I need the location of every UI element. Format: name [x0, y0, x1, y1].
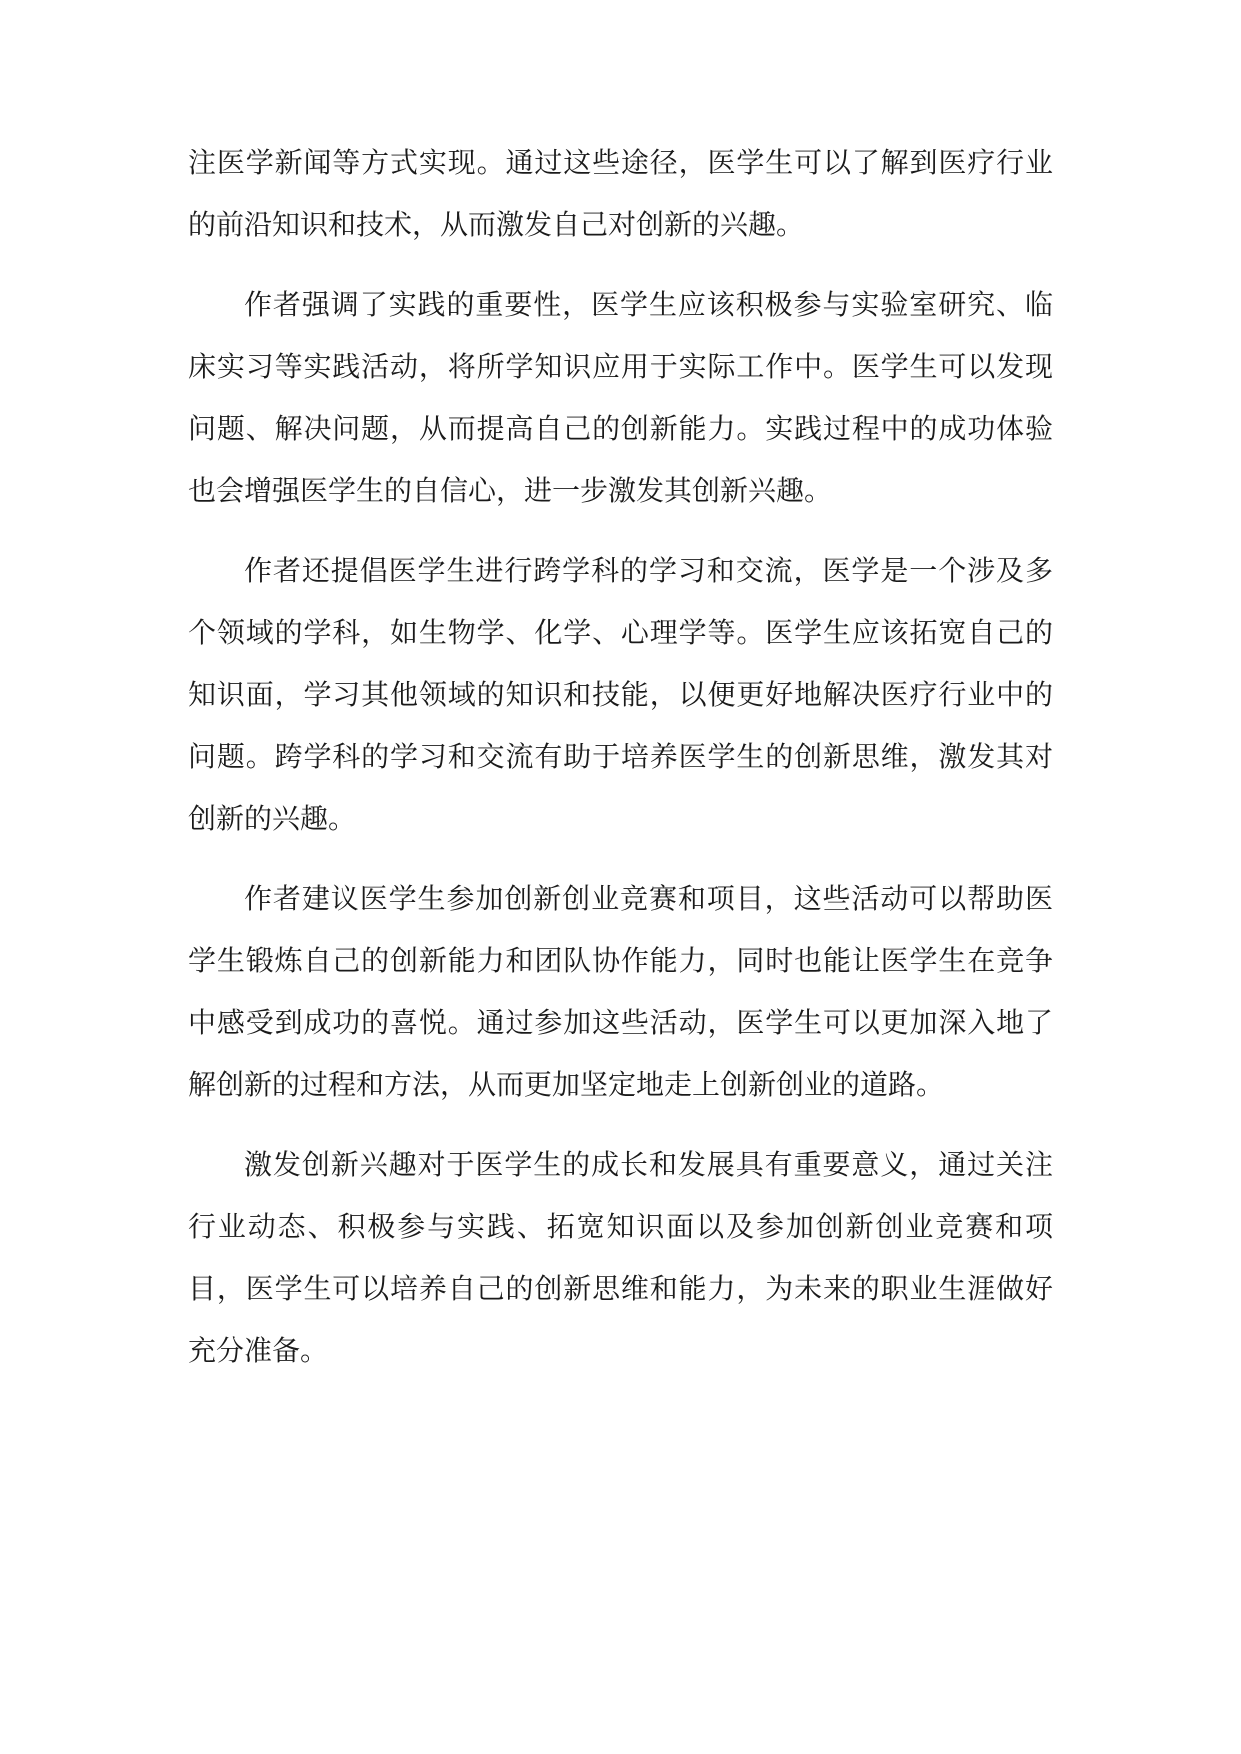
document-body — [188, 132, 1053, 1382]
paragraph-2: 作者强调了实践的重要性，医学生应该积极参与实验室研究、临床实习等实践活动，将所学知识应用于实际工作中。医学生可以发现问题、解决问题，从而提高自己的创新能力。实践过程中的成功体验也会增强医学生的自信心，进一步激发其创新兴趣。 — [188, 288, 1053, 507]
paragraph-5: 激发创新兴趣对于医学生的成长和发展具有重要意义，通过关注行业动态、积极参与实践、拓宽知识面以及参加创新创业竞赛和项目，医学生可以培养自己的创新思维和能力，为未来的职业生涯做好充分准备。 — [188, 1148, 1053, 1367]
paragraph-1: 注医学新闻等方式实现。通过这些途径，医学生可以了解到医疗行业的前沿知识和技术，从而激发自己对创新的兴趣。 — [188, 146, 1053, 241]
paragraph-4: 作者建议医学生参加创新创业竞赛和项目，这些活动可以帮助医学生锻炼自己的创新能力和团队协作能力，同时也能让医学生在竞争中感受到成功的喜悦。通过参加这些活动，医学生可以更加深入地了解创新的过程和方法，从而更加坚定地走上创新创业的道路。 — [188, 882, 1053, 1101]
paragraph-3: 作者还提倡医学生进行跨学科的学习和交流，医学是一个涉及多个领域的学科，如生物学、化学、心理学等。医学生应该拓宽自己的知识面，学习其他领域的知识和技能，以便更好地解决医疗行业中的问题。跨学科的学习和交流有助于培养医学生的创新思维，激发其对创新的兴趣。 — [188, 554, 1053, 835]
